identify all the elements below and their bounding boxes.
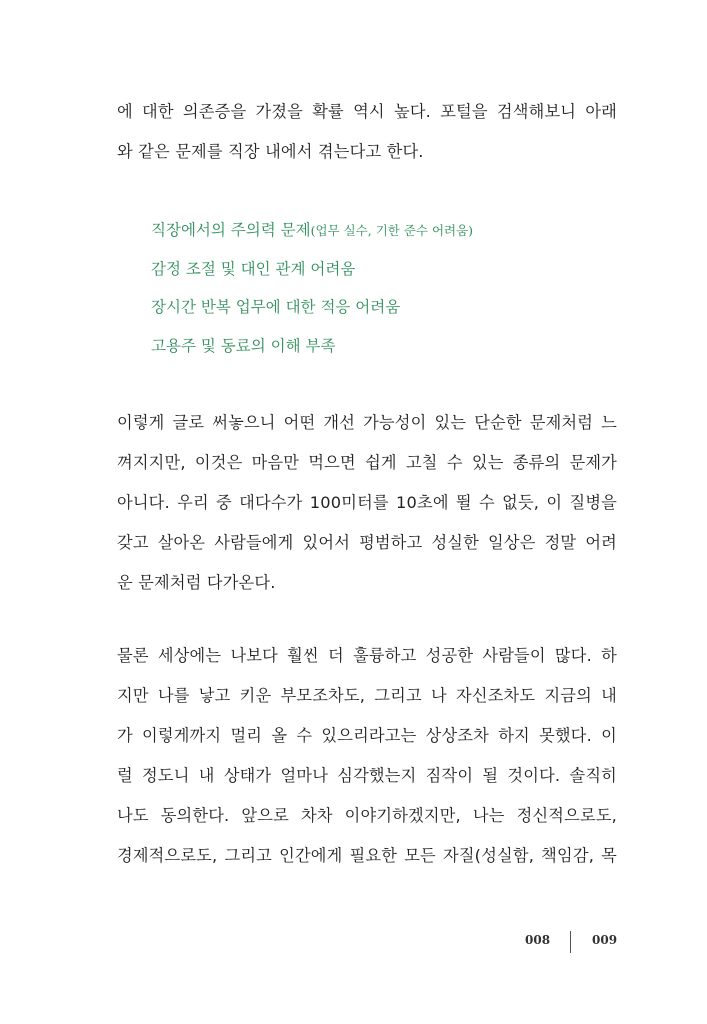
list-item: [151, 288, 473, 327]
text-line: 나도 동의한다. 앞으로 차차 이야기하겠지만, 나는 정신적으로도,: [117, 806, 617, 825]
page-number-right: 009: [592, 933, 618, 947]
text-line: 와 같은 문제를 직장 내에서 겪는다고 한다.: [117, 142, 424, 161]
list-item: [151, 327, 473, 366]
text-line: 갖고 살아온 사람들에게 있어서 평범하고 성실한 일상은 정말 어려: [117, 533, 617, 552]
list-item-note: (업무 실수, 기한 준수 어려움): [310, 223, 474, 238]
text-line: 운 문제처럼 다가온다.: [117, 573, 276, 592]
text-line: 이렇게 글로 써놓으니 어떤 개선 가능성이 있는 단순한 문제처럼 느: [117, 413, 617, 432]
text-line: 지만 나를 낳고 키운 부모조차도, 그리고 나 자신조차도 지금의 내: [117, 686, 617, 705]
workplace-problem-list: [151, 211, 473, 365]
text-line: 경제적으로도, 그리고 인간에게 필요한 모든 자질(성실함, 책임감, 목: [117, 846, 617, 865]
list-item-text: 감정 조절 및 대인 관계 어려움: [151, 259, 356, 278]
page-footer: [0, 931, 707, 955]
text-line: 물론 세상에는 나보다 훨씬 더 훌륭하고 성공한 사람들이 많다. 하: [117, 646, 617, 665]
list-item-text: 장시간 반복 업무에 대한 적응 어려움: [151, 298, 401, 316]
list-item: [151, 211, 473, 250]
text-line: 럴 정도니 내 상태가 얼마나 심각했는지 짐작이 될 것이다. 솔직히: [117, 766, 617, 785]
list-item: [151, 250, 473, 289]
text-line: 에 대한 의존증을 가졌을 확률 역시 높다. 포털을 검색해보니 아래: [117, 102, 617, 121]
page-number-left: 008: [525, 933, 551, 947]
paragraph-difficulty: [117, 403, 617, 603]
paragraph-intro: [117, 92, 617, 172]
text-line: 가 이렇게까지 멀리 올 수 있으리라고는 상상조차 하지 못했다. 이: [117, 726, 617, 745]
text-line: 껴지지만, 이것은 마음만 먹으면 쉽게 고칠 수 있는 종류의 문제가: [117, 453, 617, 472]
text-line: 아니다. 우리 중 대다수가 100미터를 10초에 뛸 수 없듯, 이 질병을: [117, 493, 617, 512]
list-item-text: 직장에서의 주의력 문제: [151, 221, 311, 239]
page-divider: [570, 931, 571, 953]
paragraph-self-reflection: [117, 636, 617, 876]
list-item-text: 고용주 및 동료의 이해 부족: [151, 336, 336, 355]
